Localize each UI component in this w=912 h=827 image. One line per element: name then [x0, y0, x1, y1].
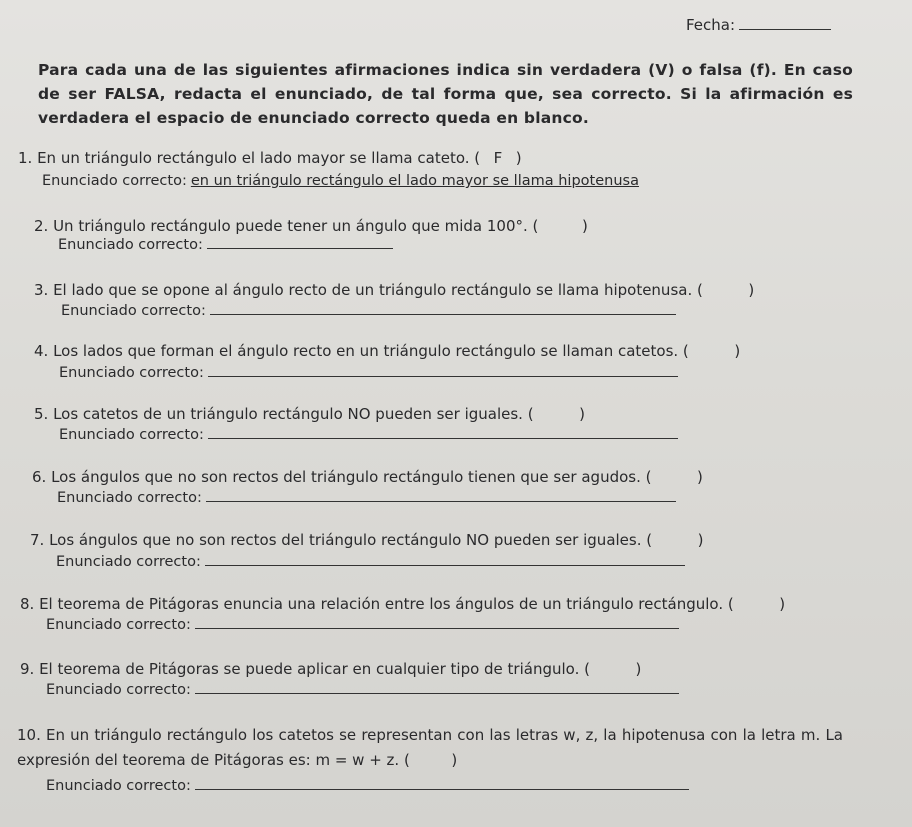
answer-blank-line[interactable]	[206, 489, 676, 502]
answer-label: Enunciado correcto:	[46, 617, 191, 633]
close-paren: )	[579, 405, 585, 423]
answer-label: Enunciado correcto:	[46, 778, 191, 794]
date-blank-line	[739, 17, 831, 30]
close-paren: )	[697, 531, 704, 549]
answer-label: Enunciado correcto:	[58, 237, 203, 253]
question-text: 5. Los catetos de un triángulo rectángulo NO pueden ser iguales. (	[34, 405, 534, 423]
close-paren: )	[635, 660, 642, 678]
close-paren: )	[581, 217, 588, 235]
answer-mark: F	[493, 149, 503, 167]
question-text: 10. En un triángulo rectángulo los catetos se representan con las letras w, z, la hipotenusa con la letra m. La expresión del teorema de Pitágoras es: m = w + z. (	[17, 726, 843, 769]
question-7	[30, 531, 704, 549]
answer-blank-line[interactable]	[210, 302, 676, 315]
close-paren: )	[734, 342, 741, 360]
answer-6	[57, 489, 676, 506]
answer-2	[58, 236, 393, 253]
answer-blank-line[interactable]	[205, 553, 685, 566]
answer-label: Enunciado correcto:	[59, 365, 204, 381]
answer-label: Enunciado correcto:	[61, 303, 206, 319]
answer-blank-line[interactable]	[195, 777, 689, 790]
answer-1	[42, 173, 639, 189]
answer-3	[61, 302, 676, 319]
answer-5	[59, 426, 678, 443]
answer-blank-line[interactable]	[208, 426, 678, 439]
date-field	[686, 16, 831, 34]
answer-label: Enunciado correcto:	[59, 427, 204, 443]
close-paren: )	[779, 595, 786, 613]
question-8	[20, 595, 785, 613]
question-text: 8. El teorema de Pitágoras enuncia una relación entre los ángulos de un triángulo rectángulo. (	[20, 595, 734, 613]
question-text: 2. Un triángulo rectángulo puede tener un ángulo que mida 100°. (	[34, 217, 539, 235]
date-label: Fecha:	[686, 16, 736, 34]
question-text: 6. Los ángulos que no son rectos del triángulo rectángulo tienen que ser agudos. (	[32, 468, 652, 486]
answer-blank-line[interactable]	[208, 364, 678, 377]
question-9	[20, 660, 641, 678]
answer-blank-line[interactable]	[207, 236, 393, 249]
question-text: 3. El lado que se opone al ángulo recto de un triángulo rectángulo se llama hipotenusa. (	[34, 281, 703, 299]
answer-label: Enunciado correcto:	[57, 490, 202, 506]
answer-8	[46, 616, 679, 633]
question-text: 9. El teorema de Pitágoras se puede aplicar en cualquier tipo de triángulo. (	[20, 660, 590, 678]
answer-blank-line[interactable]	[195, 681, 679, 694]
close-paren: )	[451, 751, 458, 769]
correction-text: en un triángulo rectángulo el lado mayor se llama hipotenusa	[190, 173, 639, 189]
question-4	[34, 342, 740, 360]
question-10	[17, 723, 843, 773]
instructions: Para cada una de las siguientes afirmaciones indica sin verdadera (V) o falsa (f). En caso de ser FALSA, redacta el enunciado, de tal forma que, sea correcto. Si la afirmación es verdadera el espacio de enunciado correcto queda en blanco.	[38, 61, 853, 127]
answer-label: Enunciado correcto:	[46, 682, 191, 698]
answer-4	[59, 364, 678, 381]
question-2	[34, 217, 588, 235]
question-1	[18, 149, 522, 167]
answer-10	[46, 777, 689, 794]
question-5	[34, 405, 585, 423]
answer-label: Enunciado correcto:	[42, 173, 187, 189]
question-text: 4. Los lados que forman el ángulo recto en un triángulo rectángulo se llaman catetos. (	[34, 342, 689, 360]
question-text: 7. Los ángulos que no son rectos del triángulo rectángulo NO pueden ser iguales. (	[30, 531, 653, 549]
close-paren: )	[748, 281, 755, 299]
answer-9	[46, 681, 679, 698]
answer-7	[56, 553, 685, 570]
answer-blank-line[interactable]	[195, 616, 679, 629]
question-3	[34, 281, 754, 299]
close-paren: )	[515, 149, 522, 167]
question-6	[32, 468, 703, 486]
close-paren: )	[697, 468, 703, 486]
answer-label: Enunciado correcto:	[56, 554, 201, 570]
question-text: 1. En un triángulo rectángulo el lado mayor se llama cateto. (	[18, 149, 481, 167]
